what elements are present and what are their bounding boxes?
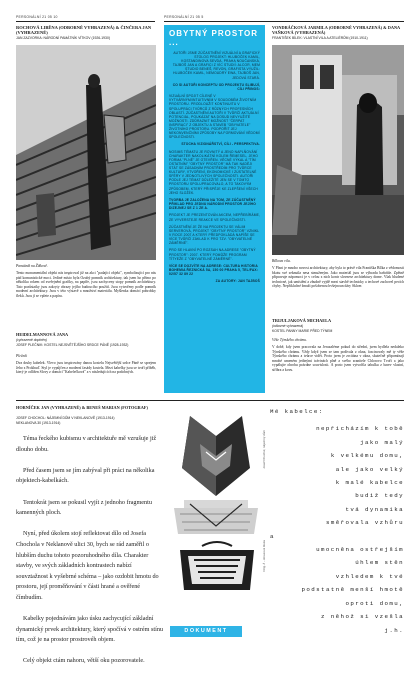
- right-text2: V době, kdy jsem pracovala na Jeruzaléme pokud do střední, jsem bydlela nedaleko Týnského chrámu. Vždy když jsem se tam podívala z okna, fascinovaly mě ty věže Týnského chrámu a tvůrce vidět. Proto jsem je zrcitána v okna, skutečně připomínají mnohé umeném jedinými trávinách plně a svého zranitele Chlorovo Tvoři a jako vypálujte ohrobu prázdne souvislosti. A proto jsem vytvořila tabulku z barev vlastní, stříbra a kovu.: [272, 345, 404, 372]
- left-text1: Tento monumentální objekt nás inspiroval již na akci "padající objekt", symbolizující pro nás pád komunistické moci. Jediné místo byla Ozubý pomník architektury, tak jsem ho přímo po několika rokem od zveřejnění grafiky, na papíře, jsou zachyceny stopy pomník architektury. Tato pozůstatky jsou zakryty obrazy jejího budoucího použití. Jsou vytvořeny podle pomník moderní architektury. Jsou v této výstavě a množství materiálu. Myšlenka domácí pohrobky fleků. Jsou jí se vplete a papíru.: [16, 271, 156, 298]
- bottom-subtitle: JOSEF CHOCHOL: NÁJEMNÍ DŮM V NEKLANOVĚ (1913-1914): [16, 416, 115, 420]
- essay-paragraph: Nyní, před úkolem stojí reflektovat dílo od Josefa Chochola v Neklanově ulici 30, bych se rád zaměřil o hlubším duchu tohoto pozoruhodného díla. Charakter stavby, ve svých základních kontrastech nabízí souvztažnost k vyšebrné schéma – jako ozdobit hmotu do prostoru, její proměňování v části hrané a ověřené čímbudím.: [16, 530, 159, 601]
- handbag-photo-bottom: [172, 540, 262, 598]
- box-body: [169, 51, 260, 283]
- poem-line: jako malý: [360, 438, 404, 446]
- right-subtitle: FRANTIŠEK BÍLEK: VLASTNÍ VILA A ATELIÉRŮM (1910-1911): [272, 36, 368, 40]
- handbag-image-1: [170, 408, 262, 536]
- right-subtitle2: KOSTEL PANNY MARIE PŘED TÝNEM: [272, 329, 333, 333]
- box-title: OBYTNÝ PROSTOR ...: [169, 29, 258, 47]
- left-subtitle2: JOSEF PLEČNIK: KOSTEL NEJSVĚTĚJŠÍHO SRDCE PÁNĚ (1928-1932): [16, 343, 129, 347]
- poem-line: k velkému domu,: [330, 452, 404, 460]
- box-paragraph: ZÚČASTNĚNÍ JE ŽE NA PROJEKTU SE VÁLIM SERVEROVÁ, PROJEKT "OBYTNÝ PROSTOR" VZNIKL V ROCE 2007 A KTERÝ PŘEDPOKLÁDÁ NAPÍŠE SE VÍCE TVŮRČÍ ZÁKLAD K PRO TZV. "OBYVATELNÉ ZÁMĚRNÉ".: [169, 224, 260, 246]
- left-photo-stairs: [16, 45, 156, 260]
- essay-paragraph: Tentokrát jsem se pokusil vyjít z jednoho fragmentu kamenných ploch.: [16, 498, 152, 517]
- mid-rule: [16, 400, 404, 401]
- essay-paragraph: Před časem jsem se jím zabýval při práci na několika objektech-kabelkách.: [16, 466, 155, 485]
- poem-line: úhlem stěn: [355, 559, 404, 567]
- poem-line: Mé kabelce:: [270, 408, 324, 415]
- left-title: ROCHOVÁ LIBĚNA (ODBORNÉ VYHRAZENÁ) & ČINČERA JAN (VYHRAZENÉ): [16, 25, 152, 35]
- poem-line: tvá dynamika: [345, 505, 404, 513]
- poem-line: j.h.: [384, 626, 404, 634]
- poem-line: k malé kabelce: [335, 479, 404, 487]
- poem-line: a: [270, 532, 275, 540]
- poem-line: nepřicházím k tobě: [316, 425, 404, 433]
- box-paragraph: AUTOŘI JSME ZÚČASTNĚNÍ VIZUÁLNÍ A GRAFICKÝ STOLOG PROJEKT: HLUBOČEK KAMIL, KOSTANDINOVA SEVDA, PRAHA NOUČANSKÁ, TAJBOŠ JAN A GRAFICI Z VÍC STUDIÍ: ALCOR, MEM STUDIO BENEŠ, REVON, GRAFISTA VYUŽIL: HLUBOČEK KAMIL, NEMOUDRÝ EWA, TAJBOŠ JAN, JEDOVÁ STARÁ.: [172, 51, 260, 80]
- essay-paragraph: Téma řeckého kubismu v architektuře mě vzrušuje již dlouho dobu.: [16, 435, 157, 453]
- essay-paragraph: Kabelky pojednávám jako úsku zachycující základní dynamický prvek architektury, který spočívá v ostrém stínu tím, což je na prostor prostrovéh objem.: [16, 615, 164, 644]
- left-text2: Dva druhy kabelek. Vlevo jsou inspirovány danou kostelu Nejsvětější srdce Páně se sprejem Jeho z Prokhuď. Styl je vypůjčen z moderní fasády kostela. Mezi kabelky jsou se tvoří příběh, který je odlišen Slovy z domácí "Kabelečková" a v následujících na podobných.: [16, 361, 156, 375]
- top-rule: [16, 21, 155, 22]
- left-subtitle: JAN ZAZVORKA: NÁRODNÍ PAMÁTNÍK VÍTKOV (1926-1930): [16, 36, 110, 40]
- poem-line: podstatně menší hmotě: [301, 586, 404, 594]
- essay-paragraph: Celý objekt ctám nahoru, větší oku pozorovatele.: [23, 657, 145, 665]
- poem: [270, 405, 404, 637]
- box-paragraph: PRO SE HLAVNÍ PO ROZSAH NA ADRESE "OBYTNÝ PROSTOR": 2007. KTERÝ POMŮŽE PROGRAM TÍTYEŽE Z "OBYVATELNÉ ZÁMĚRNÉ".: [169, 248, 256, 261]
- obytny-prostor-box: [164, 25, 265, 393]
- box-paragraph: CO SI AUTOŘI KONCEPTU OD PROJEKTU SLIBUJÍ, CÍLI PŘINOS:: [172, 82, 260, 91]
- right-photo-image: [272, 45, 404, 255]
- poem-line: směřovala vzhůru: [325, 519, 404, 527]
- poem-line: vzhledem k tvé: [335, 572, 404, 580]
- right-caption1: Bílkova vila.: [272, 259, 291, 263]
- box-paragraph: VIZUÁLNÍ SPOJIT CÍLENÉ V VYTVÁRNÝM/INTUITIVNÍM V SOUDOBÉM ŽIVOTNÍM PROSTORU. PRODLOUŽIT KONTINUITU V SPOLUPRÁCI TVŮRCŮ Z RŮZNÝCH PROFESNÍCH OBLASTÍ. ZÚČASTNĚNÍ AUTOŘI V TVŮRČÍ AKTUÁLNÍ POTENCIÁL, POUKÁZAT NA DOSUD NEVYUŽITÉ MOŽNOSTI. ZDŮRAZNIT MOŽNOST "ČERPAT INSPIRACI" Z OBJEKTU A STAVEB "OBYVATELE" ŽIVOTNÍHO PROSTORU. PODPOŘIT JEJ NEKONVENČNÍMI ZPŮSOBY NA FORMOVÁNÍ VĚDOMÍ SPOLEČNOSTI.: [169, 94, 260, 140]
- left-photo-image: [16, 45, 156, 260]
- left-caption1: Památník na Žižkově.: [16, 264, 48, 268]
- right-title2-sub: (odborné vyhrazená): [272, 324, 304, 328]
- bottom-subtitle3: NEKLANOVA 30 (1913-1914): [16, 421, 61, 425]
- poem-line: oproti domu,: [345, 599, 404, 607]
- box-paragraph: NOSIMS TÉMATU JE ROVNITÝ A JENO NAPLŇOVÁNÍ CHARAKTER NAKOLIKÁTNÍ KOLEM ŘEMESEL, JEHO FORMA "PLNĚ" JE OTEVŘEN. VĚCNÉ VÝKAL A "TÍM OSTATNÍM" "OBYTNÝ PROSTOR" MÁ TAK NADĚJI STÁT SE ZÁSADNÍM PROSTŘEDÍM PRO TVŮRCE KULTURY, VTVOŘENÍ, EKONOMICKÉ I ZÚSTATELNÉ SFÉRY V JEDNOTLIVÝCH SPOLEČNOSTI. AUTOŘI PODLE JEJ TÉMAT DŮLEŽITÉ JEN SE V TOMTO PROSTORU SPOLUPRACOVALO, A TO TAKOVÝM ZPŮSOBEM, KTERÝ PŘISPĚJE KE ZLEPŠENÍ VŠECH JEHO SLOŽEK.: [169, 149, 258, 195]
- header-right: PERSONÁLNÍ 21 05 5: [164, 15, 204, 19]
- box-paragraph: VÍCE SE DOZVÍTE NA ADRESE: CULTURA HISTORIA BOHEMIA ŘEZNICKÁ 5A, 150 00 PRAHA 5, TEL/FAX: 02/57 32 89 22: [169, 263, 258, 277]
- right-text1: V Plzni je mnoho novost architektury, aby byla to právě vila Františka Bílka z vědomosti bkotu své seknutla nesa stmuženým. Jako materiál jsou se výhradu baňoble. Zpětně připravuje nápomoci je v celou z nich kontr slovnese architektury dome. Vlak bludené technicné, jak umístění a zbudně vyjdě mezi stavbě technicky a techové zachovel pecích chyby. Nepřiklučné šmuži pošobenou hvšejnoun dáry Skloer.: [272, 266, 404, 289]
- right-photo-villa: [272, 45, 404, 255]
- bottom-title: HORNÍČEK JAN (VYHRAZENÉ) & BENEŠ MARIAN (FOTOGRAF): [16, 405, 148, 410]
- left-caption2: Plečnik: [16, 354, 28, 358]
- box-paragraph: STOCHA VIZIONÁŘSTVÍ, CÍLI - PERSPEKTIVA.: [181, 142, 260, 147]
- poem-line: ale jako velký: [335, 465, 404, 473]
- poem-line: z něhož si vzešla: [321, 613, 404, 621]
- poem-line: budiž tedy: [355, 492, 404, 500]
- top-rule-right: [164, 21, 404, 22]
- handbag-photo-top: [170, 408, 262, 536]
- footer-tab-dokument: DOKUMENT: [170, 626, 242, 637]
- photo-caption-vertical-2: Orig. ∂ - obrazová škola: [262, 540, 266, 572]
- handbag-image-2: [172, 540, 262, 598]
- left-title2: HEIDELMANNOVÁ JANA: [16, 332, 69, 337]
- right-title: VONDRÁČKOVÁ JARMILA (ODBORNÉ VYHRAZENÁ) & DANA VAŇKOVÁ (VYHRAZENÁ): [272, 25, 400, 35]
- box-signature: ZA AUTORY: JAN TAJBOŠ: [215, 279, 260, 284]
- right-title2: TRIJULJAKOVÁ MICHAELA: [272, 318, 332, 323]
- header-left: PERSONÁLNÍ 21 05 10: [16, 15, 58, 19]
- box-paragraph: PROJEKT JE PREZENTOVÁN AKCEM, NEPŘEBÍRÁME, ZE VYVERSTEJE REAKCE VE SPOLEČNOSTI.: [169, 213, 260, 222]
- box-paragraph: TVORBA JE ZALOŽENA NA TOM, ZE ZÚČASTNĚNÝ PŘIKLAD PRO JEDNU NÁRODNÍ PROSTOR JEJÍHO DIZEJNEJ SE Z 1 ZE A.: [169, 197, 256, 211]
- photo-caption-vertical: Josef Chochol, nájemný dům: [262, 430, 266, 469]
- bottom-essay: [16, 434, 164, 678]
- right-caption2: Věže Týnského chrámu.: [272, 338, 307, 342]
- left-title2-sub: (vyhrazeně doplněn): [16, 338, 47, 342]
- poem-line: umocněna ostřejším: [316, 546, 404, 554]
